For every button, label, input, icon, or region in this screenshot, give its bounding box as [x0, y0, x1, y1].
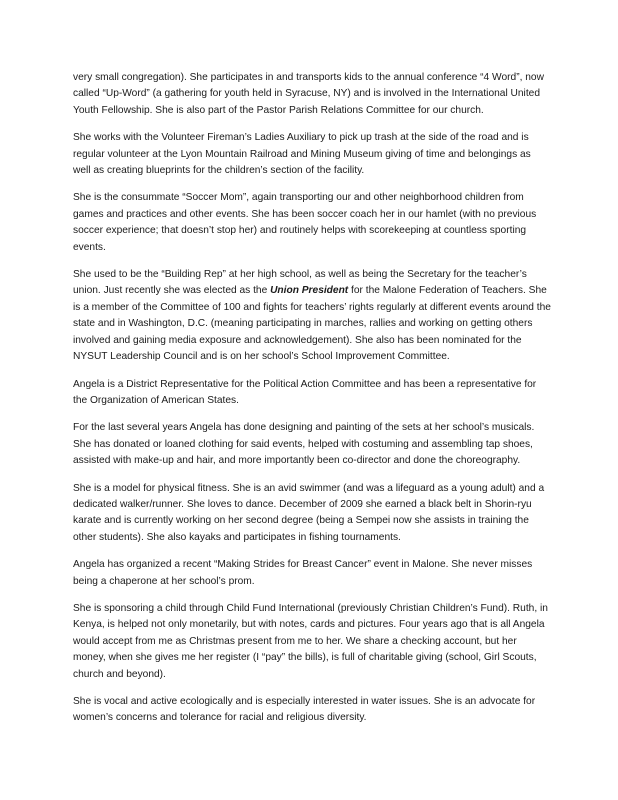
paragraph-political-action: Angela is a District Representative for the Political Action Committee and has been a representative for the Organization of American States.	[73, 378, 537, 406]
paragraph-soccer: She is the consummate “Soccer Mom”, again transporting our and other neighborhood children from games and practices and other events. She has been soccer coach her in our hamlet (with no previous soccer experience; that doesn’t stop her) and routinely helps with scorekeeping at countless sporting events.	[73, 192, 537, 253]
paragraph-child-fund: She is sponsoring a child through Child Fund International (previously Christian Children’s Fund). Ruth, in Kenya, is helped not only monetarily, but with notes, cards and pictures. Four years ago that is all Angela would accept from me as Christmas present from me to her. We share a checking account, but her money, when she gives me her register (I “pay” the bills), is full of charitable giving (school, Girl Scouts, church and beyond).	[73, 602, 548, 680]
paragraph-union-after: for the Malone Federation of Teachers. She is a member of the Committee of 100 and fights for teachers’ rights regularly at different events around the state and in Washington, D.C. (meaning participating in marches, rallies and working on getting others involved and gaining media exposure and acknowledgement). She also has been nominated for the NYSUT Leadership Council and is on her school’s School Improvement Committee.	[73, 285, 551, 363]
paragraph-church: very small congregation). She participates in and transports kids to the annual conference “4 Word”, now called “Up-Word” (a gathering for youth held in Syracuse, NY) and is involved in the International United Youth Fellowship. She is also part of the Pastor Parish Relations Committee for our church.	[73, 72, 544, 116]
paragraph-musicals: For the last several years Angela has done designing and painting of the sets at her school’s musicals. She has donated or loaned clothing for said events, helped with costuming and assembling tap shoes, assisted with make-up and hair, and more importantly been co-director and done the choreography.	[73, 422, 535, 467]
paragraph-breast-cancer: Angela has organized a recent “Making Strides for Breast Cancer” event in Malone. She never misses being a chaperone at her school’s prom.	[73, 559, 533, 587]
paragraph-union-before: She used to be the “Building Rep” at her high school, as well as being the Secretary for the teacher’s union. Just recently she was elected as the	[73, 269, 527, 297]
paragraph-volunteer: She works with the Volunteer Fireman’s Ladies Auxiliary to pick up trash at the side of the road and is regular volunteer at the Lyon Mountain Railroad and Mining Museum giving of time and belongings as well as creating blueprints for the children’s section of the facility.	[73, 132, 531, 177]
union-president-emphasis: Union President	[270, 285, 349, 297]
paragraph-union	[73, 267, 551, 365]
document-body	[73, 70, 551, 738]
paragraph-ecology: She is vocal and active ecologically and is especially interested in water issues. She is an advocate for women’s concerns and tolerance for racial and religious diversity.	[73, 696, 536, 724]
paragraph-fitness: She is a model for physical fitness. She is an avid swimmer (and was a lifeguard as a young adult) and a dedicated walker/runner. She loves to dance. December of 2009 she earned a black belt in Shorin-ryu karate and is currently working on her second degree (being a Sempei now she assists in training the other students). She also kayaks and participates in fishing tournaments.	[73, 482, 545, 543]
